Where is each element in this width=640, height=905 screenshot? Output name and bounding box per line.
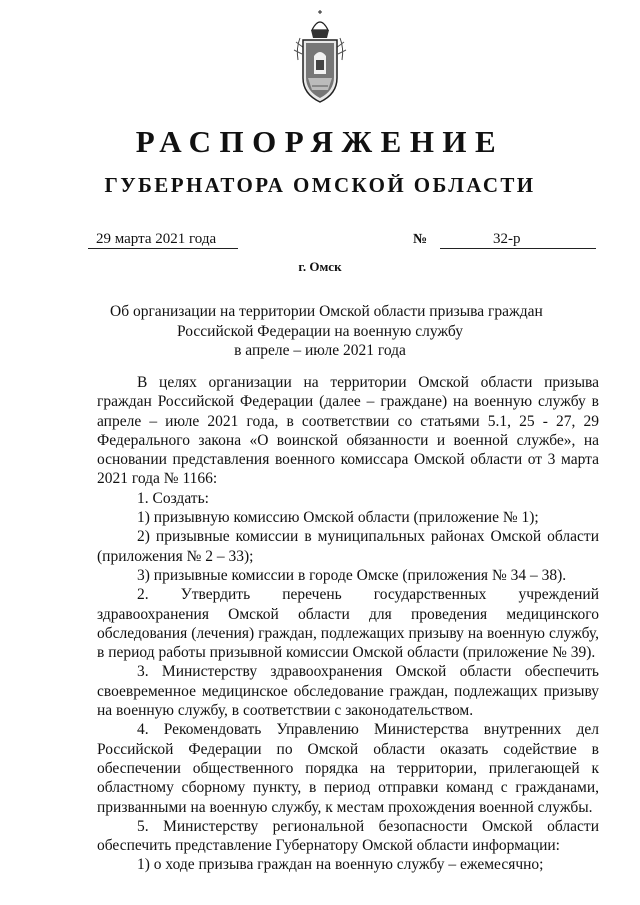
body-paragraph: 4. Рекомендовать Управлению Министерства внутренних дел Российской Федерации по Омской области оказать содействие в обеспечении общественного порядка на территории, прилегающей к областному сборному пункту, в период отправки команд с гражданами, призванными на военную службу, к местам прохождения военной службы. (97, 721, 599, 816)
body-paragraph: 1) о ходе призыва граждан на военную службу – ежемесячно; (137, 856, 544, 874)
subject-line: в апреле – июле 2021 года (234, 342, 406, 359)
document-city: г. Омск (298, 259, 342, 274)
coat-of-arms-icon (290, 8, 350, 108)
document-number: 32-р (440, 230, 596, 249)
subject-line: Об организации на территории Омской области призыва граждан (110, 303, 543, 320)
body-paragraph: 3) призывные комиссии в городе Омске (приложения № 34 – 38). (137, 566, 567, 584)
body-paragraph: 2) призывные комиссии в муниципальных районах Омской области (приложения № 2 – 33); (97, 528, 599, 565)
document-subject (110, 302, 543, 361)
body-paragraph: 2. Утвердить перечень государственных учреждений здравоохранения Омской области для проведения медицинского обследования (лечения) граждан, подлежащих призыву на военную службу, в период работы призывной комиссии Омской области (приложение № 39). (97, 586, 599, 662)
document-title: РАСПОРЯЖЕНИЕ (135, 124, 505, 159)
subject-line: Российской Федерации на военную службу (177, 322, 463, 340)
document-date: 29 марта 2021 года (88, 230, 238, 249)
number-label: № (413, 232, 428, 247)
document-body (97, 373, 599, 875)
body-paragraph: 3. Министерству здравоохранения Омской области обеспечить своевременное медицинское обследование граждан, подлежащих призыву на военную службу, в соответствии с законодательством. (97, 663, 599, 720)
body-paragraph: В целях организации на территории Омской области призыва граждан Российской Федерации (далее – граждане) на военную службу в апреле – июле 2021 года, в соответствии со статьями 5.1, 25 - 27, 29 Федерального закона «О воинской обязанности и военной службе», на основании представления военного комиссара Омской области от 3 марта 2021 года № 1166: (97, 374, 599, 488)
body-paragraph: 1. Создать: (137, 489, 209, 507)
body-paragraph: 1) призывную комиссию Омской области (приложение № 1); (137, 509, 539, 527)
document-subtitle: ГУБЕРНАТОРА ОМСКОЙ ОБЛАСТИ (104, 173, 536, 197)
body-paragraph: 5. Министерству региональной безопасности Омской области обеспечить представление Губернатору Омской области информации: (97, 817, 599, 855)
